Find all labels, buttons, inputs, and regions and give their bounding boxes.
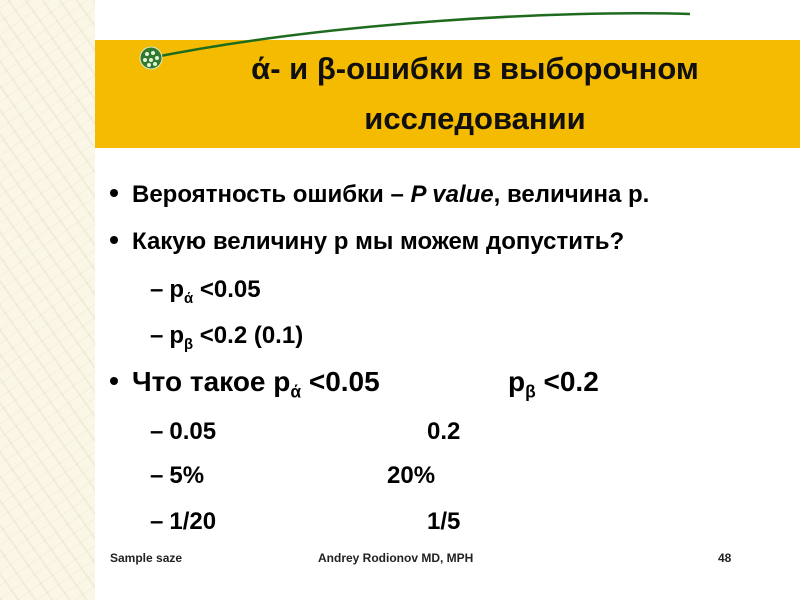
value-row-3: – 1/20: [150, 508, 217, 535]
sub-item-1: – $p_ά <0.05$: [150, 276, 261, 307]
value-row-2: – 5%: [150, 462, 205, 489]
bullet-2: [110, 228, 624, 256]
title-line-1: ά- и β-ошибки в выборочном: [251, 51, 699, 86]
value-row-1-right: 0.2: [427, 418, 461, 445]
bullet-1-text: Вероятность ошибки –: [132, 181, 411, 208]
bullet-1: [110, 181, 649, 209]
bullet-dot-icon: [110, 236, 118, 244]
bullet-3-second: $p_\beta <0.2$: [508, 366, 599, 402]
page-title: [155, 44, 795, 144]
bullet-3: Что такое $p_ά <0.05$: [110, 366, 380, 403]
value-row-1: – 0.05: [150, 418, 217, 445]
value-row-2-right: 20%: [387, 462, 436, 489]
value-row-3-right: 1/5: [427, 508, 461, 535]
title-line-2: исследовании: [364, 101, 586, 136]
bullet-1-italic: P value: [410, 181, 494, 208]
bullet-dot-icon: [110, 189, 118, 197]
decorative-pattern-strip: [0, 0, 95, 600]
sub-item-2: – $p_\beta <0.2$ (0.1): [150, 322, 304, 353]
page-number: 48: [718, 551, 732, 565]
bullet-2-text: Какую величину p мы можем допустить?: [132, 228, 625, 255]
footer-author: Andrey Rodionov MD, MPH: [318, 551, 474, 565]
footer-left: Sample saze: [110, 551, 183, 565]
bullet-dot-icon: [110, 377, 118, 385]
bullet-1-tail: , величина p.: [493, 181, 650, 208]
